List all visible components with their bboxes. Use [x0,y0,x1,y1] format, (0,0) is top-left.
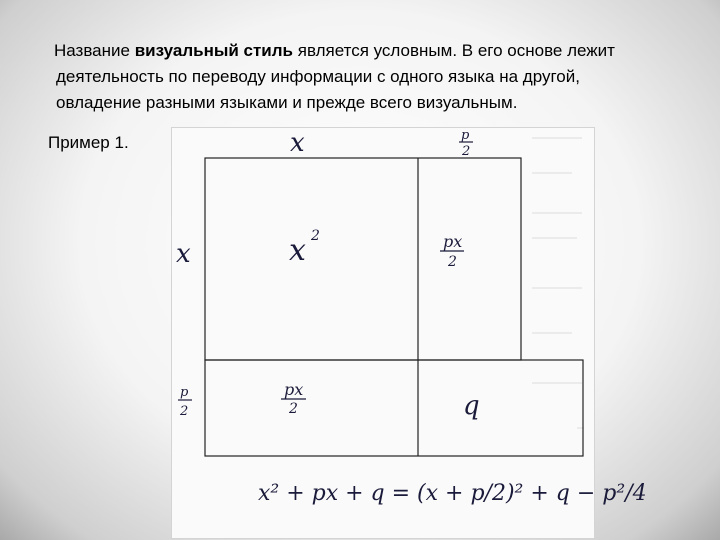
intro-line-1 [54,38,615,64]
cell-px-numerator: px [443,232,463,251]
cell-px2-denominator: 2 [289,401,298,417]
diagram-grid [205,158,583,456]
intro-prefix: Название [54,41,135,60]
scan-background [532,138,584,428]
intro-suffix: является условным. В его основе лежит [293,41,615,60]
intro-paragraph [54,38,615,116]
completing-square-formula: x² + px + q = (x + p/2)² + q − p²/4 [258,481,647,506]
example-label: Пример 1. [48,133,129,152]
top-p-label: p [461,128,470,143]
intro-line-3: овладение разными языками и прежде всего визуальным. [56,93,518,112]
square-diagram [172,128,647,538]
top-two-label: 2 [462,144,471,159]
lower-rect [205,360,583,456]
term-visual-style: визуальный стиль [134,41,294,60]
cell-x-squared: x [289,233,306,268]
cell-px2-numerator: px [284,380,304,399]
cell-px-denominator: 2 [448,254,457,270]
cell-q: q [463,391,480,421]
example-figure [172,128,647,538]
left-p-label: p [180,385,189,400]
top-x-label: x [290,128,305,158]
intro-line-2: деятельность по переводу информации с одного языка на другой, [56,67,580,86]
left-x-label: x [176,239,191,269]
left-two-label: 2 [180,404,189,419]
cell-x-squared-exponent: 2 [311,228,320,244]
upper-rect [205,158,521,360]
